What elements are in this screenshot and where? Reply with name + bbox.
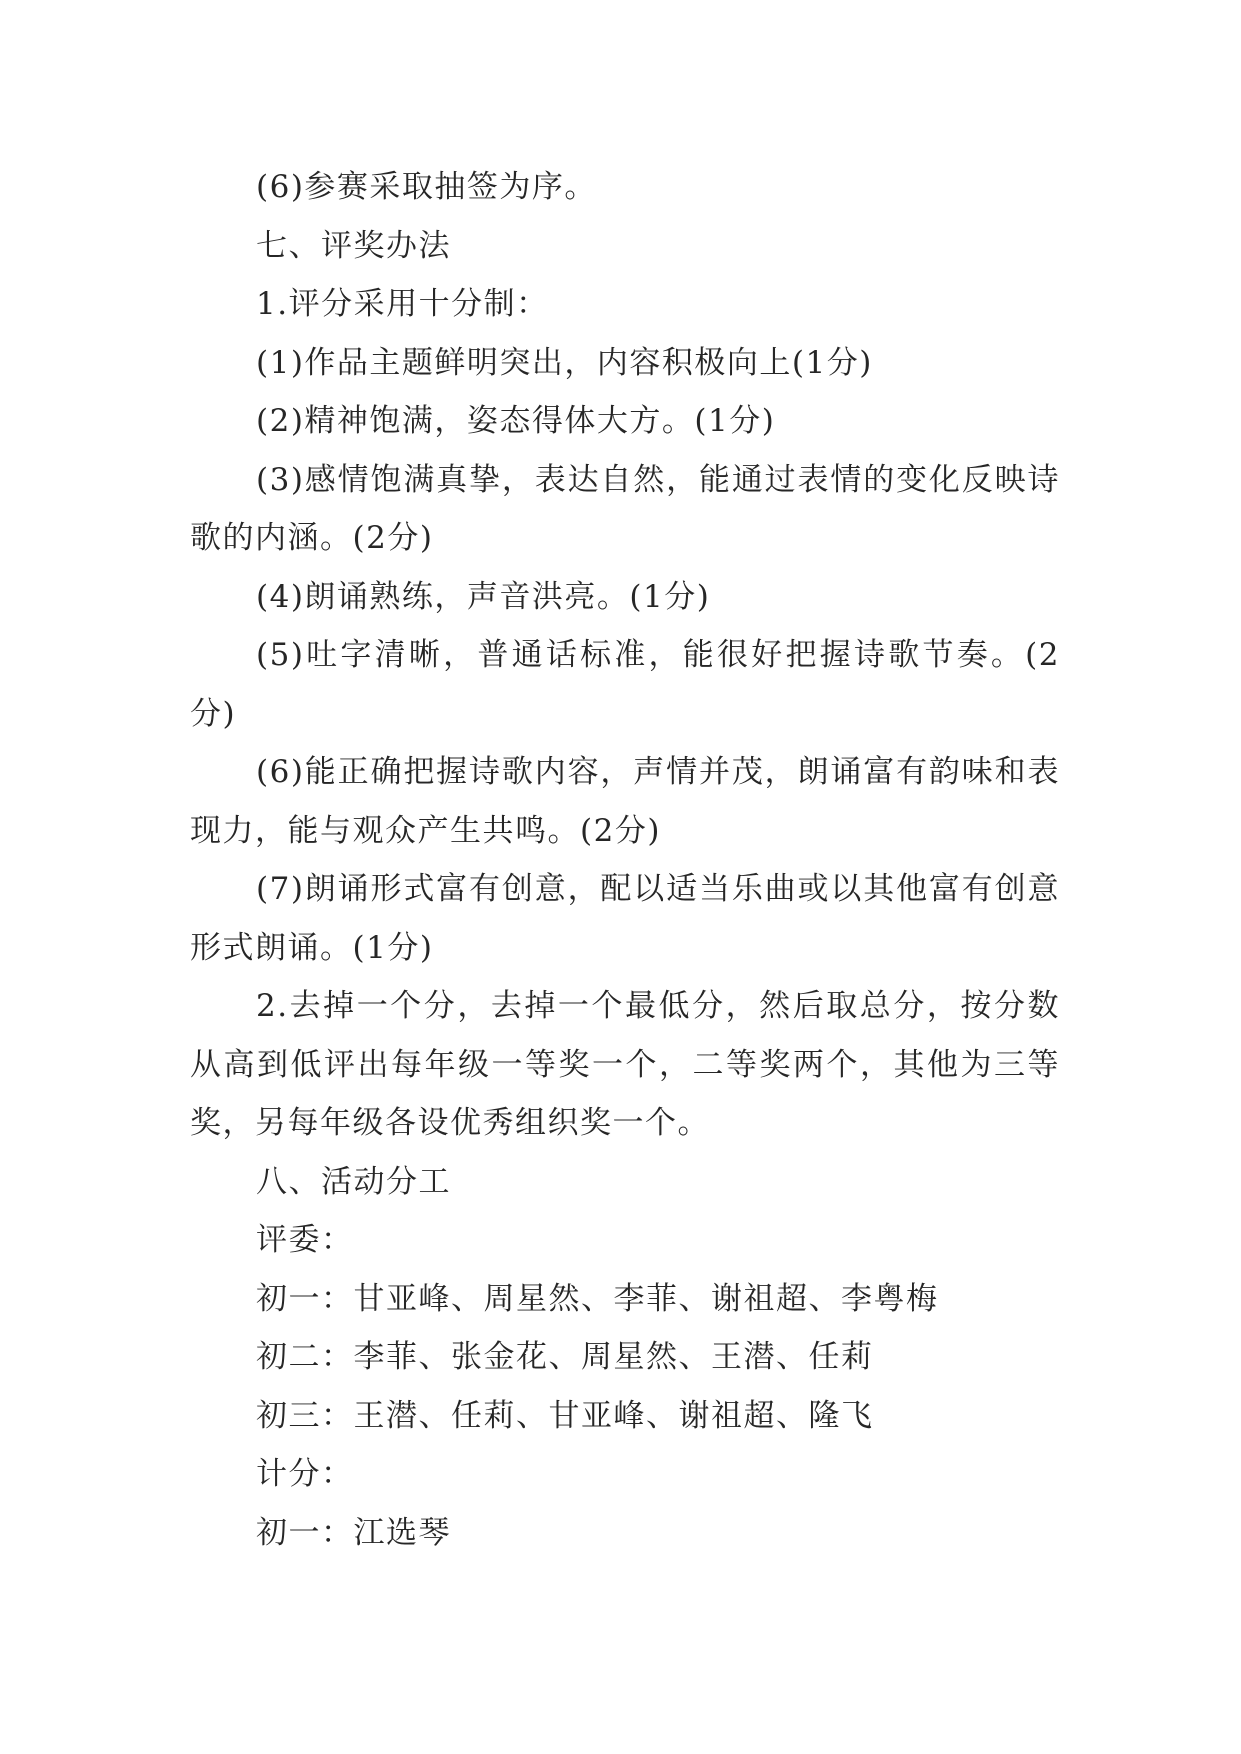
document-body (190, 158, 1060, 1562)
paragraph: (6)参赛采取抽签为序。 (256, 169, 597, 205)
paragraph: (3)感情饱满真挚，表达自然，能通过表情的变化反映诗歌的内涵。(2分) (190, 461, 1060, 556)
paragraph: 2.去掉一个分，去掉一个最低分，然后取总分，按分数从高到低评出每年级一等奖一个，二等奖两个，其他为三等奖，另每年级各设优秀组织奖一个。 (190, 988, 1060, 1141)
paragraph: 初三：王潜、任莉、甘亚峰、谢祖超、隆飞 (256, 1397, 874, 1434)
paragraph: (4)朗诵熟练，声音洪亮。(1分) (256, 578, 711, 615)
paragraph: 计分： (256, 1456, 354, 1492)
paragraph: 初一：甘亚峰、周星然、李菲、谢祖超、李粤梅 (256, 1280, 939, 1317)
paragraph: (2)精神饱满，姿态得体大方。(1分) (256, 403, 776, 439)
section-heading: 七、评奖办法 (256, 227, 451, 264)
paragraph: 评委： (256, 1222, 354, 1258)
paragraph: (6)能正确把握诗歌内容，声情并茂，朗诵富有韵味和表现力，能与观众产生共鸣。(2分) (190, 754, 1060, 849)
paragraph: (5)吐字清晰，普通话标准，能很好把握诗歌节奏。(2分) (190, 637, 1060, 732)
paragraph: (7)朗诵形式富有创意，配以适当乐曲或以其他富有创意形式朗诵。(1分) (190, 871, 1060, 966)
paragraph: 初一：江选琴 (256, 1514, 451, 1551)
paragraph: 初二：李菲、张金花、周星然、王潜、任莉 (256, 1339, 874, 1375)
section-heading: 八、活动分工 (256, 1163, 451, 1200)
paragraph: (1)作品主题鲜明突出，内容积极向上(1分) (256, 344, 873, 381)
paragraph: 1.评分采用十分制： (256, 286, 549, 322)
